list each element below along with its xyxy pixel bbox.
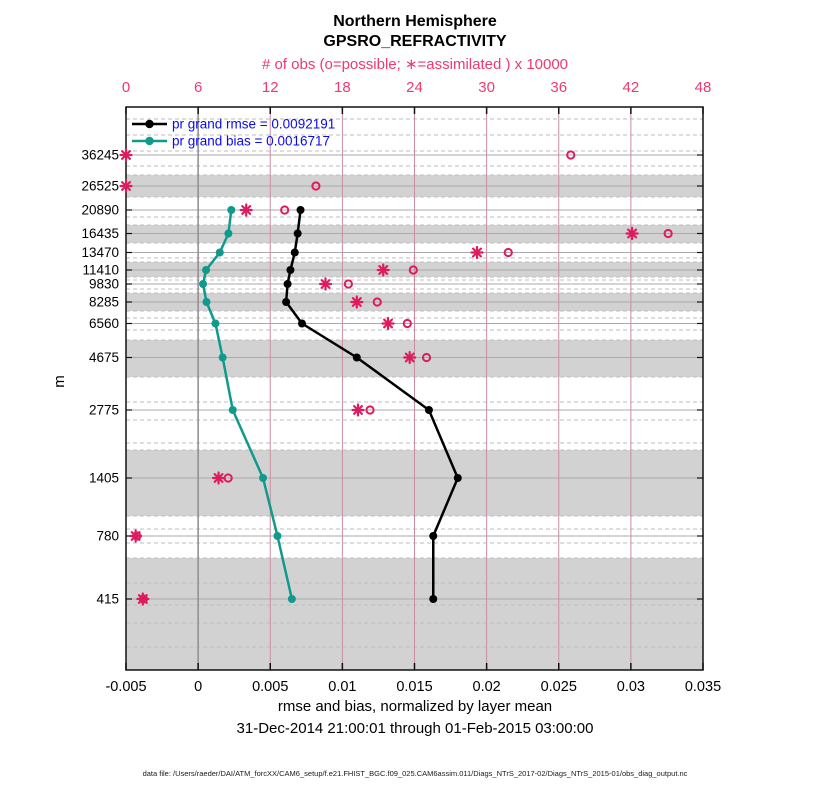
- top-axis-tick-label: 42: [622, 79, 640, 96]
- bottom-axis-tick-label: 0.03: [616, 679, 645, 695]
- bottom-axis-tick-label: 0.02: [472, 679, 501, 695]
- bias-point: [273, 532, 281, 540]
- bias-point: [211, 320, 219, 328]
- bottom-axis-tick-label: 0.01: [328, 679, 357, 695]
- legend-label: pr grand bias = 0.0016717: [172, 133, 330, 149]
- bottom-axis-tick-label: 0: [194, 679, 203, 695]
- bias-point: [219, 354, 227, 362]
- bottom-axis-tick-label: 0.035: [684, 679, 722, 695]
- bias-point: [199, 280, 207, 288]
- bias-point: [288, 595, 296, 603]
- data-file-path: data file: /Users/raeder/DAI/ATM_forcXX/CAM6_setup/f.e21.FHIST_BGC.f09_025.CAM6assim.011/Diags_NTrS_2017-02/Diags_NTrS_2015-01/obs_diag_output.nc: [142, 769, 688, 778]
- top-axis-tick-label: 36: [550, 79, 568, 96]
- rmse-point: [286, 266, 294, 274]
- bias-point: [224, 230, 232, 238]
- bias-point: [202, 298, 210, 306]
- rmse-point: [282, 298, 290, 306]
- bias-point: [202, 266, 210, 274]
- rmse-point: [294, 230, 302, 238]
- rmse-point: [429, 532, 437, 540]
- rmse-point: [284, 280, 292, 288]
- x-axis-label: rmse and bias, normalized by layer mean: [277, 698, 553, 715]
- rmse-point: [429, 595, 437, 603]
- left-axis-tick-label: 415: [96, 591, 119, 607]
- rmse-point: [454, 474, 462, 482]
- bias-point: [259, 474, 267, 482]
- bottom-axis-tick-label: 0.025: [540, 679, 577, 695]
- rmse-point: [298, 320, 306, 328]
- top-axis-tick-label: 30: [478, 79, 495, 96]
- rmse-point: [291, 249, 299, 257]
- rmse-point: [297, 206, 305, 214]
- top-axis-tick-label: 12: [261, 79, 279, 96]
- legend-marker: [145, 120, 153, 128]
- left-axis-tick-label: 13470: [81, 245, 119, 260]
- top-axis-tick-label: 0: [121, 79, 131, 96]
- left-axis-tick-label: 2775: [88, 402, 119, 418]
- left-axis-tick-label: 16435: [81, 226, 119, 241]
- top-axis-tick-label: 48: [694, 79, 712, 96]
- left-axis-tick-label: 4675: [88, 350, 119, 365]
- left-axis-tick-label: 20890: [81, 202, 119, 218]
- left-axis-tick-label: 780: [96, 528, 119, 544]
- bias-point: [227, 206, 235, 214]
- left-axis-tick-label: 6560: [88, 316, 119, 331]
- rmse-point: [353, 354, 361, 362]
- left-axis-tick-label: 11410: [82, 262, 119, 278]
- bottom-axis-tick-label: -0.005: [105, 679, 147, 695]
- left-axis-tick-label: 36245: [81, 147, 119, 163]
- left-axis-tick-label: 9830: [88, 276, 119, 292]
- bias-point: [216, 249, 224, 257]
- bottom-axis-tick-label: 0.005: [252, 679, 289, 695]
- y-axis-label: m: [50, 375, 68, 388]
- left-axis-tick-label: 8285: [88, 294, 119, 310]
- top-axis-tick-label: 18: [334, 79, 351, 96]
- figure-subtitle: GPSRO_REFRACTIVITY: [323, 33, 507, 50]
- top-axis-tick-label: 6: [193, 79, 203, 96]
- top-axis-tick-label: 24: [406, 79, 423, 96]
- bias-point: [229, 406, 237, 414]
- rmse-point: [425, 406, 433, 414]
- figure-title: Northern Hemisphere: [333, 13, 497, 30]
- legend-marker: [145, 137, 153, 145]
- date-range-label: 31-Dec-2014 21:00:01 through 01-Feb-2015 03:00:00: [236, 720, 594, 737]
- left-axis-tick-label: 1405: [88, 470, 119, 486]
- left-axis-tick-label: 26525: [81, 178, 119, 194]
- bottom-axis-tick-label: 0.015: [396, 679, 433, 695]
- legend-label: pr grand rmse = 0.0092191: [172, 116, 336, 132]
- top-axis-label: # of obs (o=possible; ∗=assimilated ) x 10000: [261, 56, 569, 73]
